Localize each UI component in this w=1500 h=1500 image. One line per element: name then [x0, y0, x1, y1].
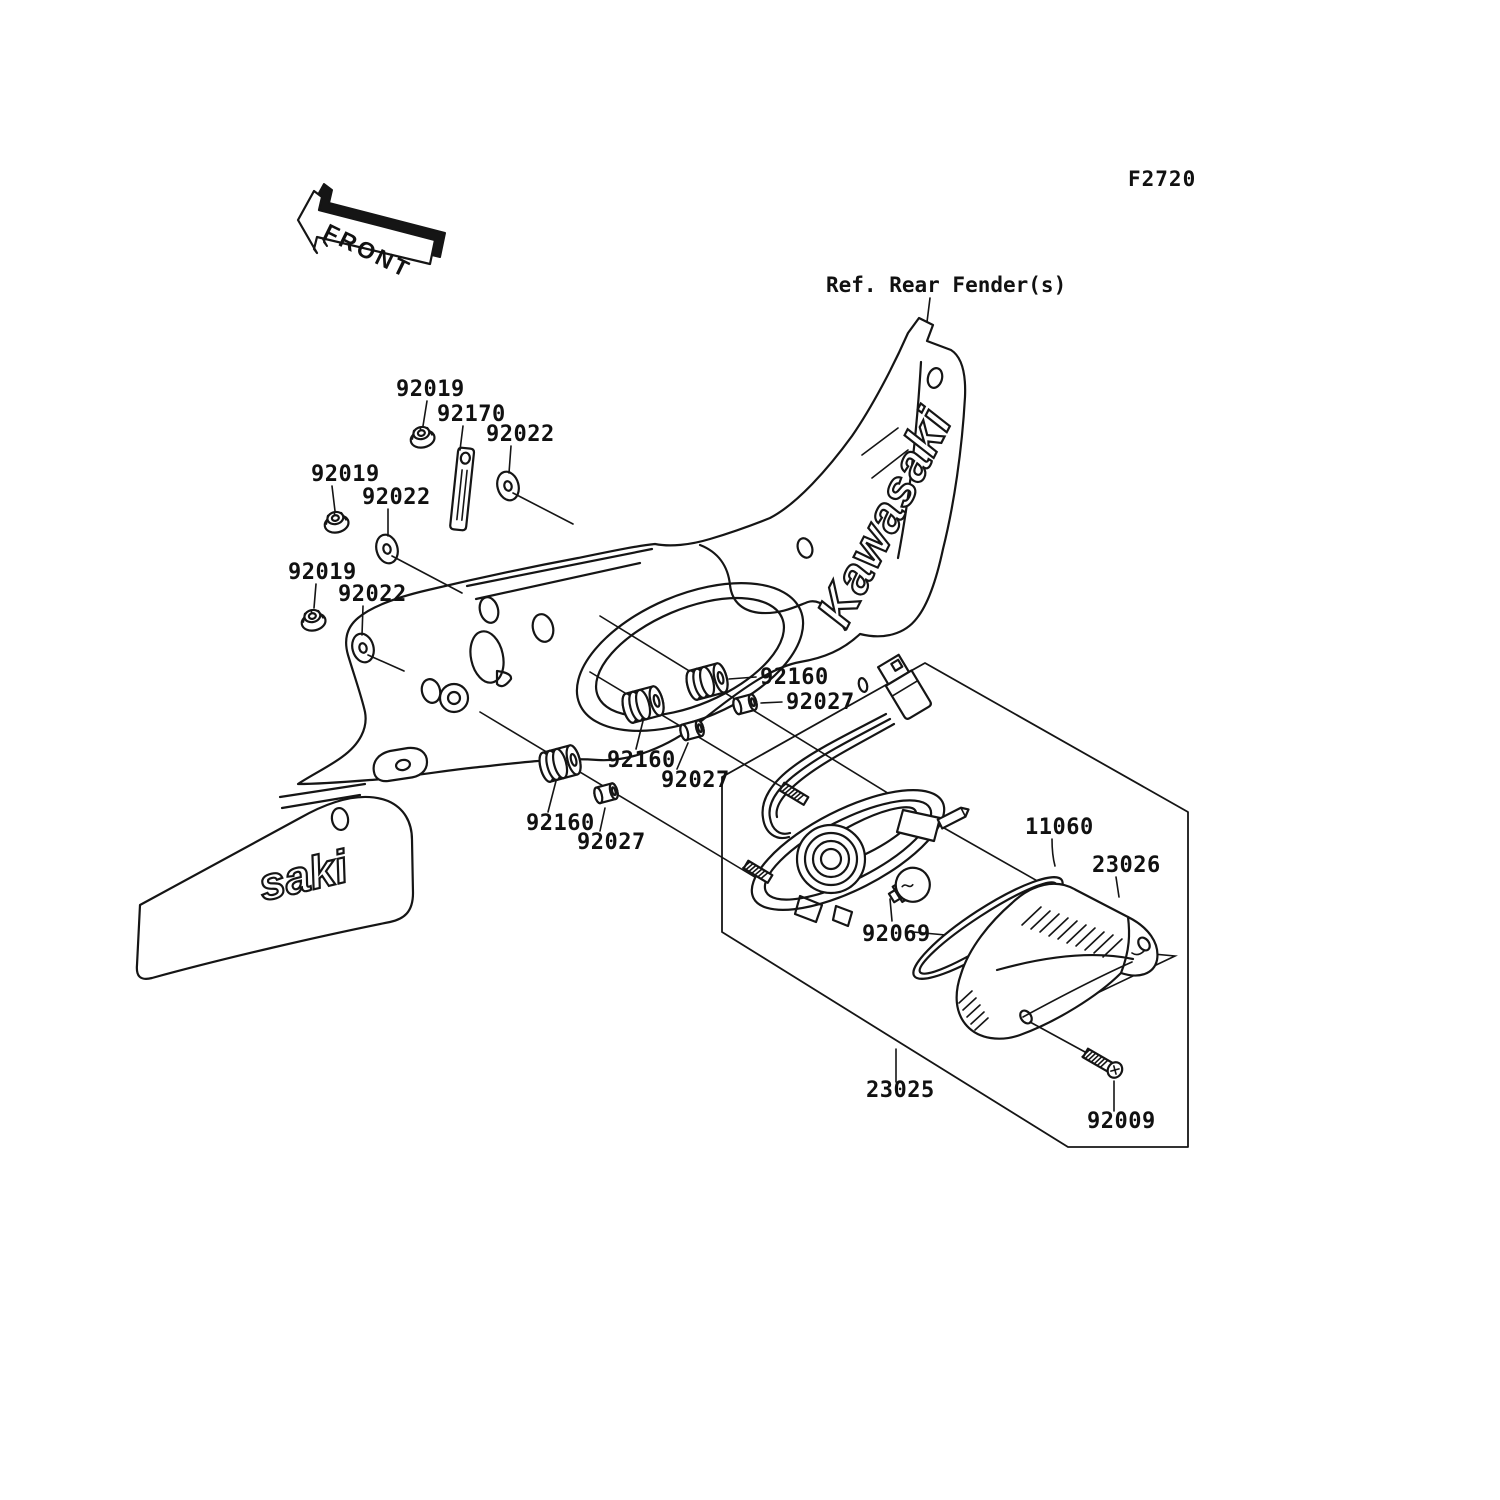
- callout-92019-3: 92019: [288, 560, 357, 585]
- front-direction-arrow: [298, 184, 445, 283]
- callout-23025: 23025: [866, 1078, 935, 1103]
- washer-1: [494, 469, 522, 502]
- strap-band: [450, 447, 474, 530]
- callout-92027-3: 92027: [577, 830, 646, 855]
- lens-screw: [1081, 1046, 1125, 1081]
- nut-3: [299, 608, 327, 633]
- callout-92022-3: 92022: [338, 582, 407, 607]
- callout-92027-1: 92027: [786, 690, 855, 715]
- collar-3: [593, 783, 619, 804]
- kawasaki-logo-partial: saki: [253, 839, 353, 911]
- kawasaki-logo: Kawasaki: [805, 399, 963, 635]
- callout-23026: 23026: [1092, 853, 1161, 878]
- callout-92160-1: 92160: [760, 665, 829, 690]
- callout-92160-2: 92160: [607, 748, 676, 773]
- nut-2: [322, 510, 350, 535]
- callout-92009: 92009: [1087, 1109, 1156, 1134]
- callout-92027-2: 92027: [661, 768, 730, 793]
- bulb-socket-rings: [797, 825, 865, 893]
- housing-tab-2: [833, 906, 852, 926]
- front-arrow-label: FRONT: [319, 218, 416, 284]
- nut-1: [408, 425, 436, 450]
- rear-fender-lower-piece: [137, 748, 427, 979]
- callout-11060: 11060: [1025, 815, 1094, 840]
- figure-code: F2720: [1128, 167, 1197, 191]
- callout-92019-1: 92019: [396, 377, 465, 402]
- callout-92160-3: 92160: [526, 811, 595, 836]
- ref-rear-fender-label: Ref. Rear Fender(s): [826, 273, 1067, 297]
- callout-92069: 92069: [862, 922, 931, 947]
- callout-92019-2: 92019: [311, 462, 380, 487]
- callout-92022-2: 92022: [362, 485, 431, 510]
- fender-hole-small-right: [857, 677, 868, 693]
- callout-92170: 92170: [437, 402, 506, 427]
- washer-2: [373, 532, 401, 565]
- callout-92022-1: 92022: [486, 422, 555, 447]
